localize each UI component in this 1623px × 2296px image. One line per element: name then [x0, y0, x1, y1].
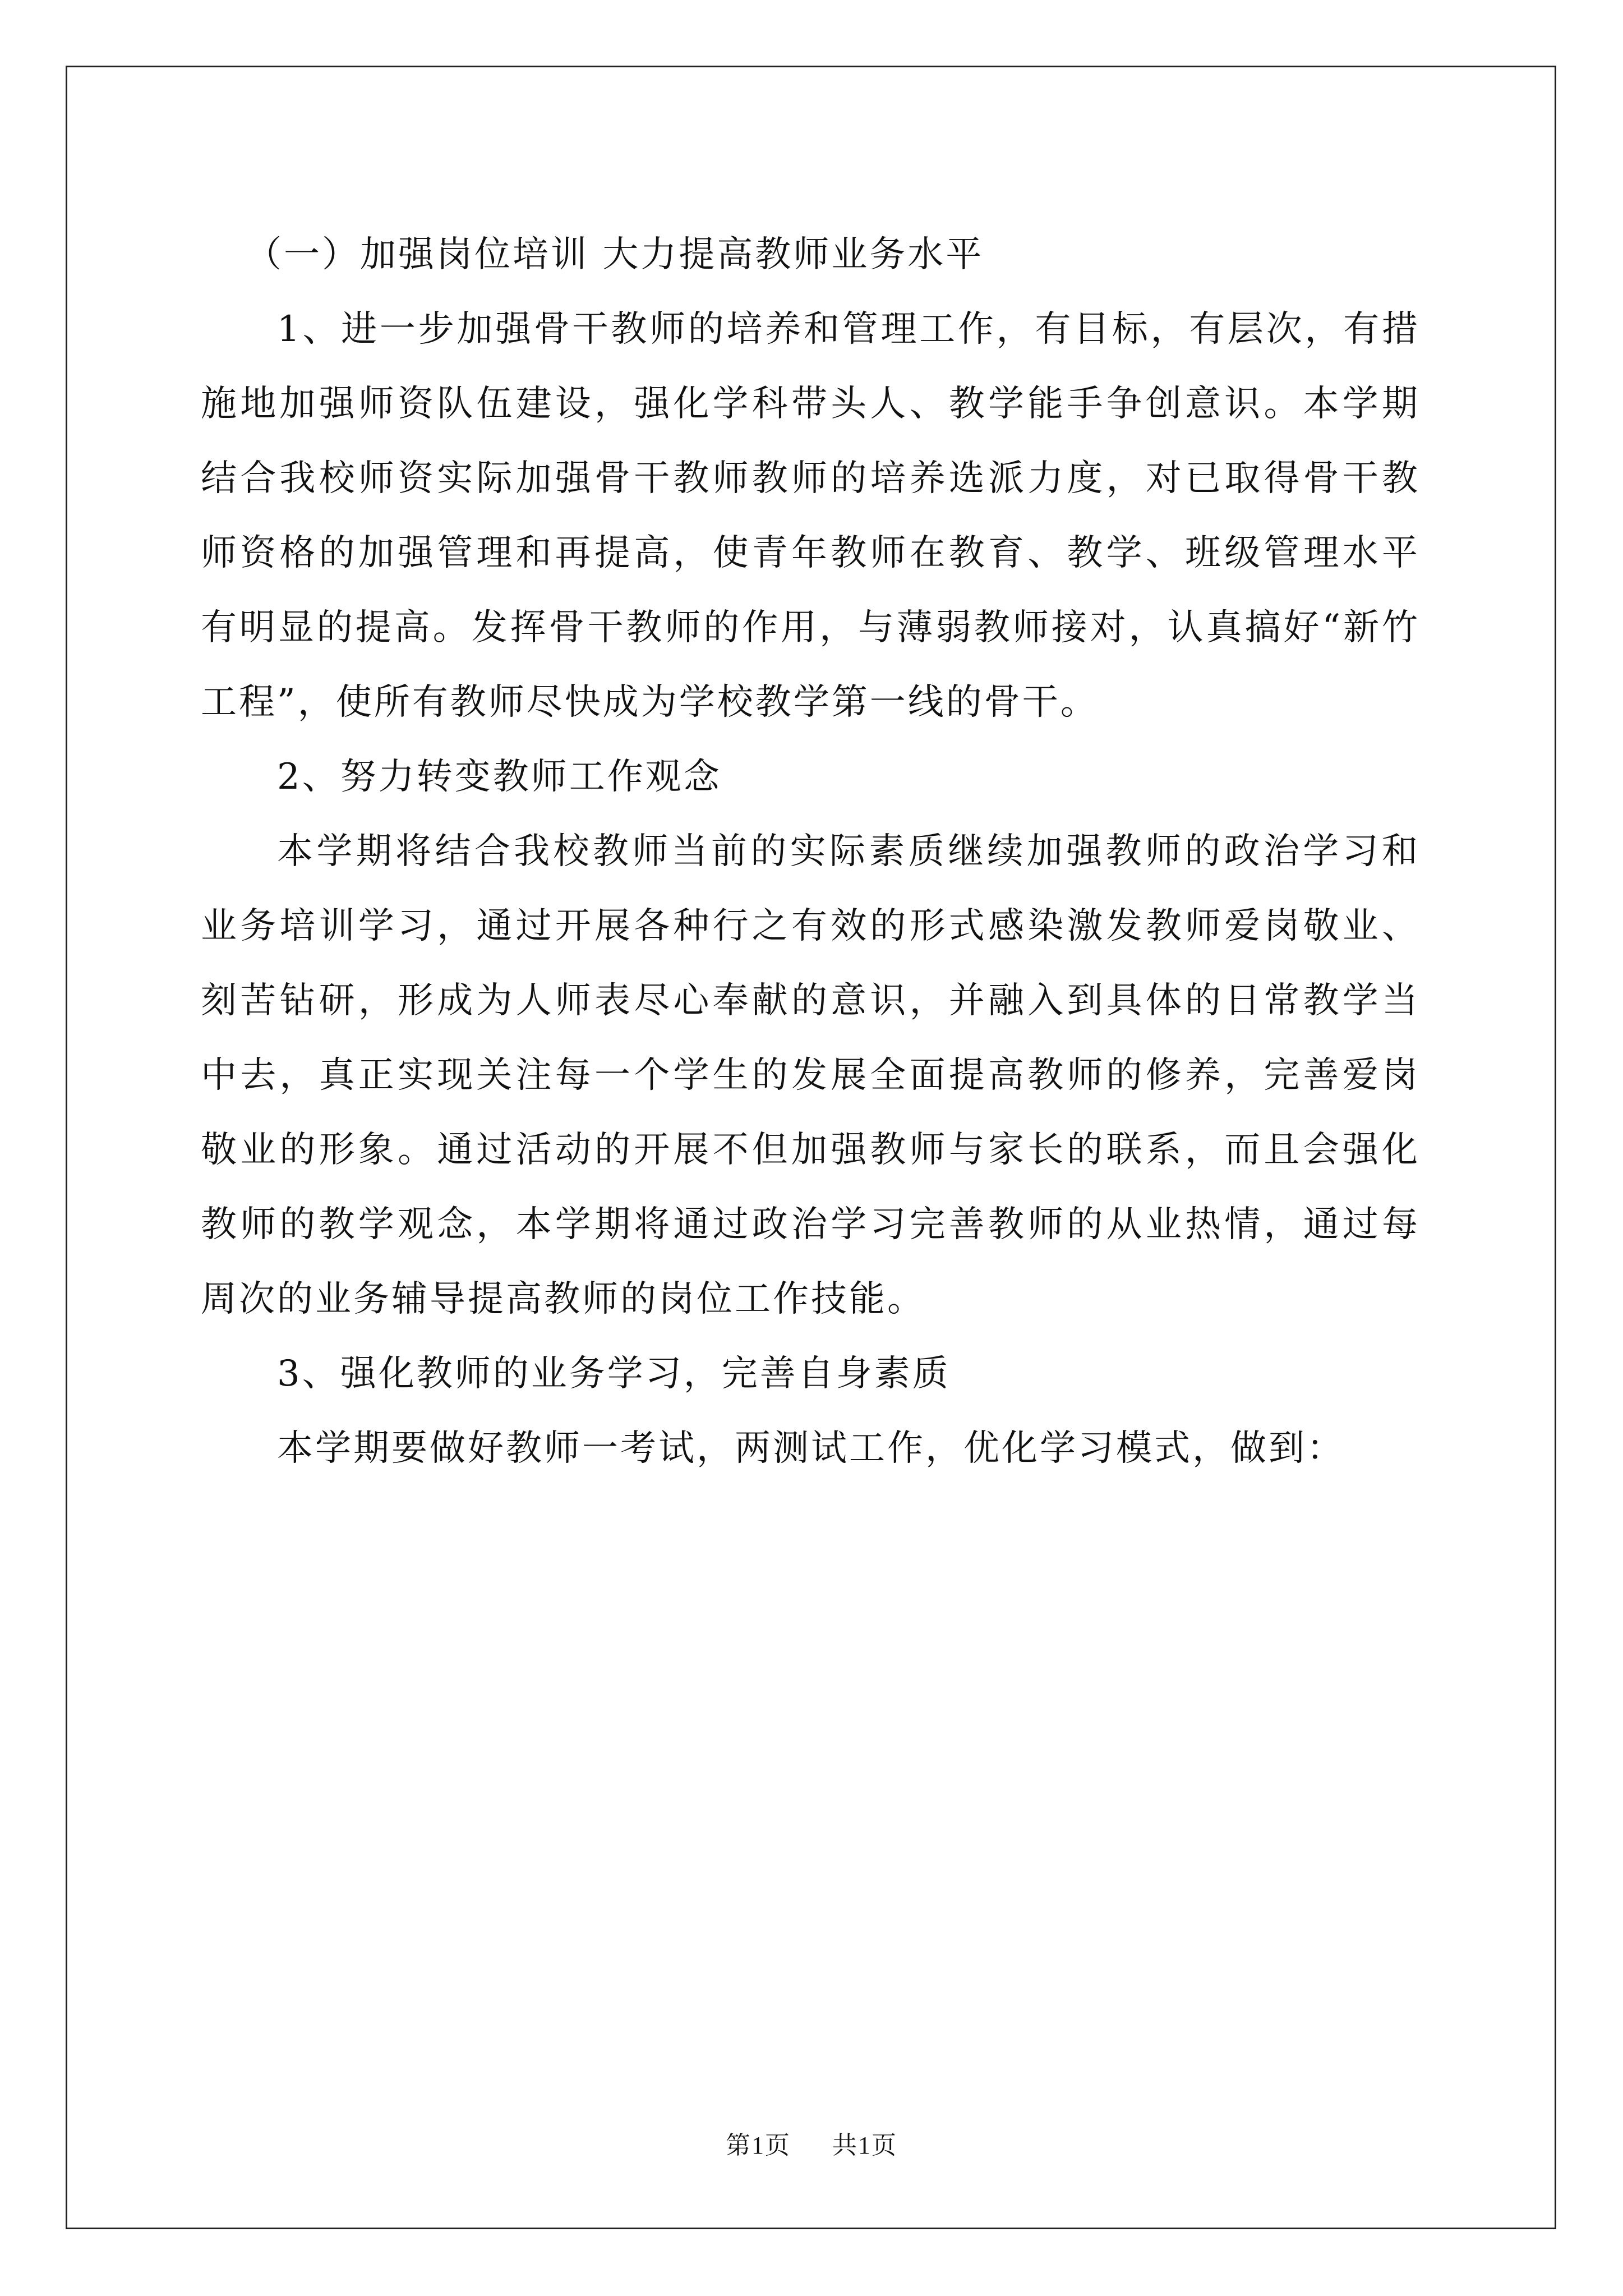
page-footer — [0, 2125, 1623, 2161]
page-number-total: 共1页 — [832, 2132, 897, 2159]
paragraph-3-heading: 3、强化教师的业务学习，完善自身素质 — [277, 1353, 951, 1395]
document-body — [201, 218, 1420, 1486]
paragraph-2: 本学期将结合我校教师当前的实际素质继续加强教师的政治学习和业务培训学习，通过开展各种行之有效的形式感染激发教师爱岗敬业、刻苦钻研，形成为人师表尽心奉献的意识，并融入到具体的日常教学当中去，真正实现关注每一个学生的发展全面提高教师的修养，完善爱岗敬业的形象。通过活动的开展不但加强教师与家长的联系，而且会强化教师的教学观念，本学期将通过政治学习完善教师的从业热情，通过每周次的业务辅导提高教师的岗位工作技能。 — [201, 831, 1420, 1320]
paragraph-3: 本学期要做好教师一考试，两测试工作，优化学习模式，做到： — [277, 1428, 1345, 1469]
section-heading: （一）加强岗位培训 大力提高教师业务水平 — [246, 234, 984, 275]
paragraph-2-heading: 2、努力转变教师工作观念 — [277, 756, 722, 798]
page-number-current: 第1页 — [726, 2132, 791, 2159]
paragraph-1: 1、进一步加强骨干教师的培养和管理工作，有目标，有层次，有措施地加强师资队伍建设，强化学科带头人、教学能手争创意识。本学期结合我校师资实际加强骨干教师教师的培养选派力度，对已取得骨干教师资格的加强管理和再提高，使青年教师在教育、教学、班级管理水平有明显的提高。发挥骨干教师的作用，与薄弱教师接对，认真搞好“新竹工程”，使所有教师尽快成为学校教学第一线的骨干。 — [201, 309, 1420, 723]
